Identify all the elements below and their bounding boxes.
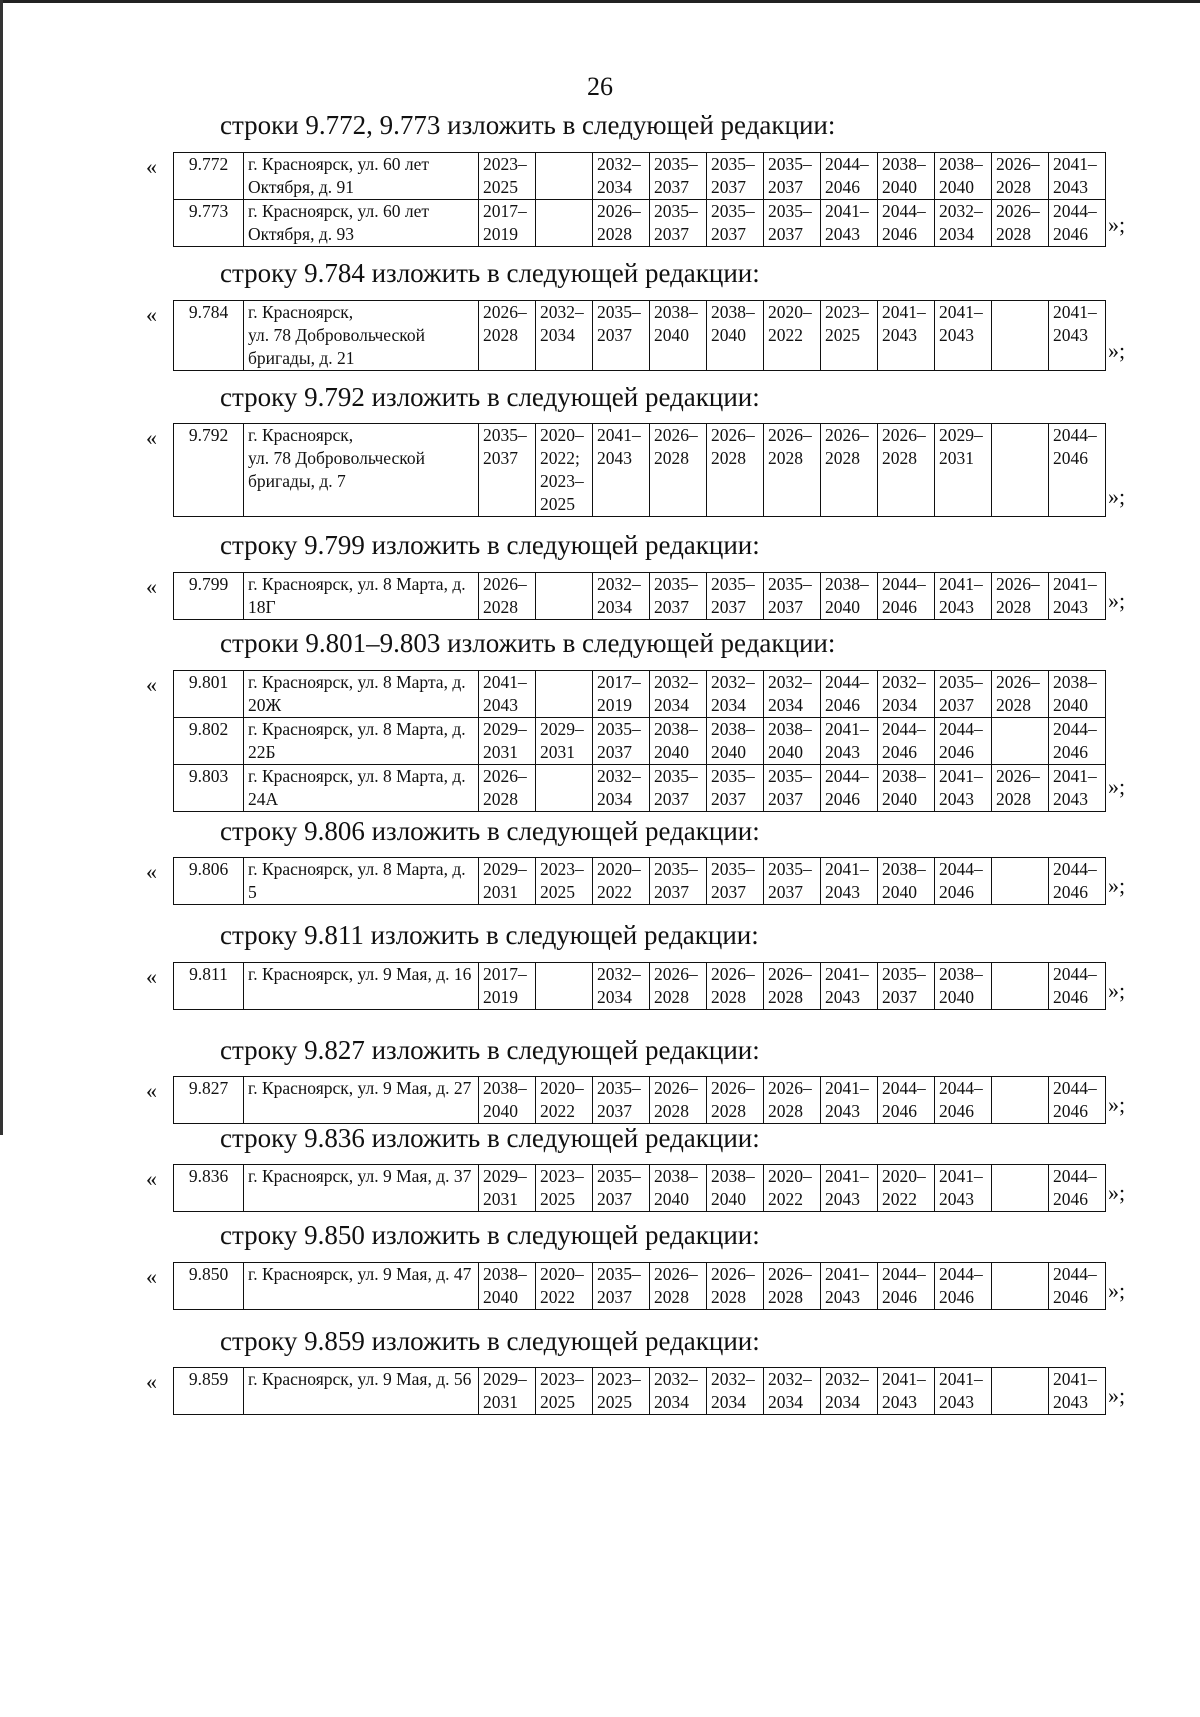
repair-period-cell: 2041– 2043 — [821, 858, 878, 905]
opening-quote: « — [146, 154, 157, 179]
repair-period-cell: 2032– 2034 — [593, 573, 650, 620]
closing-quote: »; — [1108, 1383, 1126, 1408]
opening-quote: « — [146, 1078, 157, 1103]
building-address: г. Красноярск, ул. 9 Мая, д. 47 — [244, 1263, 479, 1310]
repair-period-cell: 2032– 2034 — [650, 1368, 707, 1415]
repair-period-cell: 2038– 2040 — [878, 153, 935, 200]
building-address: г. Красноярск, ул. 9 Мая, д. 27 — [244, 1077, 479, 1124]
building-address: г. Красноярск, ул. 9 Мая, д. 37 — [244, 1165, 479, 1212]
repair-period-cell: 2026– 2028 — [821, 424, 878, 517]
repair-period-cell: 2041– 2043 — [593, 424, 650, 517]
repair-period-cell: 2041– 2043 — [935, 1165, 992, 1212]
repair-period-cell: 2035– 2037 — [707, 765, 764, 812]
repair-period-cell: 2041– 2043 — [479, 671, 536, 718]
repair-period-cell: 2023– 2025 — [536, 1368, 593, 1415]
row-number: 9.792 — [174, 424, 244, 517]
repair-period-cell: 2020– 2022 — [536, 1263, 593, 1310]
opening-quote: « — [146, 1264, 157, 1289]
repair-period-cell: 2035– 2037 — [479, 424, 536, 517]
row-number: 9.802 — [174, 718, 244, 765]
repair-period-cell: 2026– 2028 — [992, 765, 1049, 812]
repair-period-cell: 2044– 2046 — [1049, 858, 1106, 905]
repair-period-cell: 2026– 2028 — [650, 963, 707, 1010]
repair-period-cell: 2026– 2028 — [707, 963, 764, 1010]
repair-period-cell: 2038– 2040 — [1049, 671, 1106, 718]
opening-quote: « — [146, 672, 157, 697]
repair-period-cell: 2029– 2031 — [479, 1165, 536, 1212]
repair-period-cell: 2032– 2034 — [593, 765, 650, 812]
table-row — [174, 200, 1106, 247]
opening-quote: « — [146, 859, 157, 884]
table-row — [174, 765, 1106, 812]
repair-period-cell — [992, 963, 1049, 1010]
repair-period-cell: 2023– 2025 — [536, 1165, 593, 1212]
repair-period-cell: 2035– 2037 — [707, 858, 764, 905]
repair-period-cell: 2017– 2019 — [593, 671, 650, 718]
repair-period-cell: 2038– 2040 — [878, 858, 935, 905]
repair-period-cell: 2026– 2028 — [707, 1077, 764, 1124]
repair-period-cell: 2026– 2028 — [479, 765, 536, 812]
repair-period-cell: 2038– 2040 — [935, 963, 992, 1010]
repair-period-cell: 2032– 2034 — [764, 1368, 821, 1415]
table-row — [174, 963, 1106, 1010]
repair-period-cell: 2020– 2022 — [764, 1165, 821, 1212]
repair-period-cell: 2020– 2022 — [878, 1165, 935, 1212]
repair-period-cell: 2020– 2022 — [536, 1077, 593, 1124]
repair-period-cell: 2044– 2046 — [1049, 424, 1106, 517]
table-row — [174, 1077, 1106, 1124]
repair-period-cell: 2026– 2028 — [650, 424, 707, 517]
repair-period-cell: 2041– 2043 — [935, 765, 992, 812]
repair-period-cell: 2038– 2040 — [707, 1165, 764, 1212]
closing-quote: »; — [1108, 1180, 1126, 1205]
page-number: 26 — [587, 72, 613, 101]
repair-period-cell: 2029– 2031 — [536, 718, 593, 765]
repair-period-cell: 2020– 2022 — [764, 301, 821, 371]
section-heading: строку 9.811 изложить в следующей редакции: — [220, 920, 759, 950]
repair-period-cell: 2035– 2037 — [764, 765, 821, 812]
repair-period-cell: 2035– 2037 — [650, 573, 707, 620]
repair-period-cell: 2035– 2037 — [764, 153, 821, 200]
page-top-border — [0, 0, 1200, 3]
table-row — [174, 858, 1106, 905]
repair-period-cell: 2026– 2028 — [992, 671, 1049, 718]
repair-period-cell — [992, 424, 1049, 517]
repair-period-cell — [992, 301, 1049, 371]
repair-period-cell: 2026– 2028 — [479, 573, 536, 620]
opening-quote: « — [146, 1369, 157, 1394]
repair-period-cell: 2035– 2037 — [707, 573, 764, 620]
repair-period-cell: 2035– 2037 — [593, 1263, 650, 1310]
repair-period-cell: 2029– 2031 — [479, 858, 536, 905]
repair-period-cell: 2041– 2043 — [935, 573, 992, 620]
building-address: г. Красноярск, ул. 8 Марта, д. 18Г — [244, 573, 479, 620]
repair-period-cell: 2044– 2046 — [935, 1263, 992, 1310]
repair-period-cell: 2038– 2040 — [935, 153, 992, 200]
amendment-table — [173, 1076, 1106, 1124]
section-heading: строки 9.772, 9.773 изложить в следующей редакции: — [220, 110, 836, 140]
section-heading: строку 9.784 изложить в следующей редакции: — [220, 258, 760, 288]
repair-period-cell: 2020– 2022 — [593, 858, 650, 905]
page-left-border — [0, 0, 3, 1135]
repair-period-cell: 2041– 2043 — [1049, 1368, 1106, 1415]
table-row — [174, 1368, 1106, 1415]
repair-period-cell: 2035– 2037 — [935, 671, 992, 718]
amendment-table — [173, 423, 1106, 517]
closing-quote: »; — [1108, 484, 1126, 509]
repair-period-cell — [992, 1263, 1049, 1310]
repair-period-cell: 2023– 2025 — [479, 153, 536, 200]
amendment-table — [173, 300, 1106, 371]
repair-period-cell: 2041– 2043 — [821, 200, 878, 247]
repair-period-cell: 2026– 2028 — [992, 200, 1049, 247]
section-heading: строку 9.799 изложить в следующей редакции: — [220, 530, 760, 560]
repair-period-cell: 2041– 2043 — [1049, 301, 1106, 371]
repair-period-cell — [536, 153, 593, 200]
repair-period-cell: 2032– 2034 — [650, 671, 707, 718]
repair-period-cell: 2041– 2043 — [878, 301, 935, 371]
repair-period-cell: 2044– 2046 — [878, 1263, 935, 1310]
repair-period-cell: 2026– 2028 — [479, 301, 536, 371]
repair-period-cell: 2041– 2043 — [935, 1368, 992, 1415]
repair-period-cell — [536, 200, 593, 247]
repair-period-cell: 2026– 2028 — [764, 424, 821, 517]
repair-period-cell: 2020– 2022; 2023– 2025 — [536, 424, 593, 517]
repair-period-cell: 2044– 2046 — [878, 200, 935, 247]
row-number: 9.806 — [174, 858, 244, 905]
repair-period-cell: 2032– 2034 — [935, 200, 992, 247]
repair-period-cell: 2032– 2034 — [707, 671, 764, 718]
repair-period-cell — [536, 765, 593, 812]
repair-period-cell: 2035– 2037 — [707, 153, 764, 200]
repair-period-cell: 2044– 2046 — [821, 671, 878, 718]
repair-period-cell: 2038– 2040 — [764, 718, 821, 765]
repair-period-cell: 2032– 2034 — [821, 1368, 878, 1415]
repair-period-cell — [536, 671, 593, 718]
repair-period-cell: 2041– 2043 — [1049, 765, 1106, 812]
repair-period-cell: 2038– 2040 — [821, 573, 878, 620]
closing-quote: »; — [1108, 978, 1126, 1003]
amendment-table — [173, 1262, 1106, 1310]
building-address: г. Красноярск, ул. 9 Мая, д. 16 — [244, 963, 479, 1010]
building-address: г. Красноярск, ул. 8 Марта, д. 5 — [244, 858, 479, 905]
table-row — [174, 1263, 1106, 1310]
closing-quote: »; — [1108, 873, 1126, 898]
repair-period-cell: 2038– 2040 — [650, 301, 707, 371]
repair-period-cell: 2026– 2028 — [650, 1077, 707, 1124]
closing-quote: »; — [1108, 212, 1126, 237]
repair-period-cell: 2035– 2037 — [650, 765, 707, 812]
closing-quote: »; — [1108, 338, 1126, 363]
repair-period-cell: 2032– 2034 — [707, 1368, 764, 1415]
repair-period-cell: 2044– 2046 — [935, 858, 992, 905]
repair-period-cell: 2026– 2028 — [593, 200, 650, 247]
table-row — [174, 301, 1106, 371]
repair-period-cell: 2023– 2025 — [821, 301, 878, 371]
repair-period-cell: 2038– 2040 — [650, 1165, 707, 1212]
repair-period-cell: 2041– 2043 — [821, 963, 878, 1010]
repair-period-cell: 2029– 2031 — [479, 1368, 536, 1415]
repair-period-cell — [992, 1165, 1049, 1212]
amendment-table — [173, 1164, 1106, 1212]
repair-period-cell: 2038– 2040 — [707, 718, 764, 765]
opening-quote: « — [146, 1166, 157, 1191]
row-number: 9.784 — [174, 301, 244, 371]
repair-period-cell: 2035– 2037 — [707, 200, 764, 247]
table-row — [174, 424, 1106, 517]
repair-period-cell — [536, 573, 593, 620]
repair-period-cell: 2026– 2028 — [992, 153, 1049, 200]
table-row — [174, 153, 1106, 200]
repair-period-cell: 2026– 2028 — [707, 424, 764, 517]
repair-period-cell: 2044– 2046 — [878, 1077, 935, 1124]
amendment-table — [173, 962, 1106, 1010]
section-heading: строку 9.850 изложить в следующей редакции: — [220, 1220, 760, 1250]
repair-period-cell: 2041– 2043 — [935, 301, 992, 371]
repair-period-cell — [992, 1368, 1049, 1415]
building-address: г. Красноярск, ул. 78 Добровольческой бригады, д. 21 — [244, 301, 479, 371]
repair-period-cell: 2044– 2046 — [1049, 200, 1106, 247]
repair-period-cell — [992, 1077, 1049, 1124]
repair-period-cell: 2044– 2046 — [878, 573, 935, 620]
repair-period-cell: 2035– 2037 — [593, 718, 650, 765]
building-address: г. Красноярск, ул. 8 Марта, д. 20Ж — [244, 671, 479, 718]
row-number: 9.803 — [174, 765, 244, 812]
repair-period-cell — [536, 963, 593, 1010]
repair-period-cell: 2044– 2046 — [1049, 1077, 1106, 1124]
repair-period-cell: 2032– 2034 — [878, 671, 935, 718]
repair-period-cell: 2044– 2046 — [1049, 963, 1106, 1010]
row-number: 9.859 — [174, 1368, 244, 1415]
row-number: 9.801 — [174, 671, 244, 718]
building-address: г. Красноярск, ул. 78 Добровольческой бригады, д. 7 — [244, 424, 479, 517]
closing-quote: »; — [1108, 1092, 1126, 1117]
repair-period-cell: 2023– 2025 — [593, 1368, 650, 1415]
repair-period-cell: 2038– 2040 — [878, 765, 935, 812]
repair-period-cell: 2044– 2046 — [821, 765, 878, 812]
repair-period-cell: 2035– 2037 — [650, 153, 707, 200]
row-number: 9.836 — [174, 1165, 244, 1212]
table-row — [174, 718, 1106, 765]
opening-quote: « — [146, 574, 157, 599]
repair-period-cell: 2029– 2031 — [479, 718, 536, 765]
repair-period-cell: 2044– 2046 — [1049, 1165, 1106, 1212]
repair-period-cell — [992, 858, 1049, 905]
repair-period-cell: 2026– 2028 — [650, 1263, 707, 1310]
repair-period-cell: 2032– 2034 — [593, 153, 650, 200]
repair-period-cell: 2035– 2037 — [764, 858, 821, 905]
repair-period-cell: 2044– 2046 — [1049, 1263, 1106, 1310]
building-address: г. Красноярск, ул. 60 лет Октября, д. 91 — [244, 153, 479, 200]
repair-period-cell: 2035– 2037 — [593, 1077, 650, 1124]
row-number: 9.811 — [174, 963, 244, 1010]
table-row — [174, 573, 1106, 620]
repair-period-cell: 2044– 2046 — [1049, 718, 1106, 765]
repair-period-cell: 2038– 2040 — [479, 1077, 536, 1124]
repair-period-cell: 2041– 2043 — [878, 1368, 935, 1415]
closing-quote: »; — [1108, 1278, 1126, 1303]
repair-period-cell: 2035– 2037 — [593, 301, 650, 371]
repair-period-cell: 2038– 2040 — [479, 1263, 536, 1310]
repair-period-cell: 2035– 2037 — [650, 200, 707, 247]
opening-quote: « — [146, 302, 157, 327]
closing-quote: »; — [1108, 588, 1126, 613]
repair-period-cell: 2026– 2028 — [878, 424, 935, 517]
repair-period-cell: 2044– 2046 — [821, 153, 878, 200]
repair-period-cell: 2041– 2043 — [821, 1077, 878, 1124]
building-address: г. Красноярск, ул. 8 Марта, д. 24А — [244, 765, 479, 812]
repair-period-cell: 2032– 2034 — [764, 671, 821, 718]
section-heading: строку 9.836 изложить в следующей редакции: — [220, 1123, 760, 1153]
repair-period-cell: 2035– 2037 — [650, 858, 707, 905]
building-address: г. Красноярск, ул. 60 лет Октября, д. 93 — [244, 200, 479, 247]
repair-period-cell: 2041– 2043 — [821, 1263, 878, 1310]
row-number: 9.799 — [174, 573, 244, 620]
section-heading: строки 9.801–9.803 изложить в следующей редакции: — [220, 628, 836, 658]
repair-period-cell: 2038– 2040 — [707, 301, 764, 371]
repair-period-cell: 2041– 2043 — [821, 718, 878, 765]
repair-period-cell: 2017– 2019 — [479, 200, 536, 247]
repair-period-cell: 2032– 2034 — [536, 301, 593, 371]
repair-period-cell: 2032– 2034 — [593, 963, 650, 1010]
repair-period-cell: 2026– 2028 — [764, 963, 821, 1010]
repair-period-cell: 2026– 2028 — [707, 1263, 764, 1310]
amendment-table — [173, 857, 1106, 905]
repair-period-cell: 2035– 2037 — [764, 573, 821, 620]
repair-period-cell: 2017– 2019 — [479, 963, 536, 1010]
repair-period-cell: 2041– 2043 — [1049, 573, 1106, 620]
repair-period-cell: 2026– 2028 — [764, 1077, 821, 1124]
building-address: г. Красноярск, ул. 9 Мая, д. 56 — [244, 1368, 479, 1415]
repair-period-cell: 2035– 2037 — [593, 1165, 650, 1212]
row-number: 9.850 — [174, 1263, 244, 1310]
section-heading: строку 9.827 изложить в следующей редакции: — [220, 1035, 760, 1065]
closing-quote: »; — [1108, 774, 1126, 799]
building-address: г. Красноярск, ул. 8 Марта, д. 22Б — [244, 718, 479, 765]
table-row — [174, 1165, 1106, 1212]
section-heading: строку 9.859 изложить в следующей редакции: — [220, 1326, 760, 1356]
amendment-table — [173, 572, 1106, 620]
repair-period-cell: 2029– 2031 — [935, 424, 992, 517]
amendment-table — [173, 1367, 1106, 1415]
repair-period-cell: 2044– 2046 — [935, 1077, 992, 1124]
section-heading: строку 9.792 изложить в следующей редакции: — [220, 382, 760, 412]
repair-period-cell: 2026– 2028 — [992, 573, 1049, 620]
row-number: 9.772 — [174, 153, 244, 200]
repair-period-cell: 2035– 2037 — [764, 200, 821, 247]
opening-quote: « — [146, 964, 157, 989]
repair-period-cell: 2038– 2040 — [650, 718, 707, 765]
amendment-table — [173, 670, 1106, 812]
repair-period-cell: 2023– 2025 — [536, 858, 593, 905]
row-number: 9.827 — [174, 1077, 244, 1124]
table-row — [174, 671, 1106, 718]
opening-quote: « — [146, 425, 157, 450]
row-number: 9.773 — [174, 200, 244, 247]
repair-period-cell: 2041– 2043 — [1049, 153, 1106, 200]
repair-period-cell: 2035– 2037 — [878, 963, 935, 1010]
repair-period-cell: 2044– 2046 — [878, 718, 935, 765]
repair-period-cell: 2026– 2028 — [764, 1263, 821, 1310]
repair-period-cell: 2044– 2046 — [935, 718, 992, 765]
repair-period-cell — [992, 718, 1049, 765]
repair-period-cell: 2041– 2043 — [821, 1165, 878, 1212]
section-heading: строку 9.806 изложить в следующей редакции: — [220, 816, 760, 846]
amendment-table — [173, 152, 1106, 247]
